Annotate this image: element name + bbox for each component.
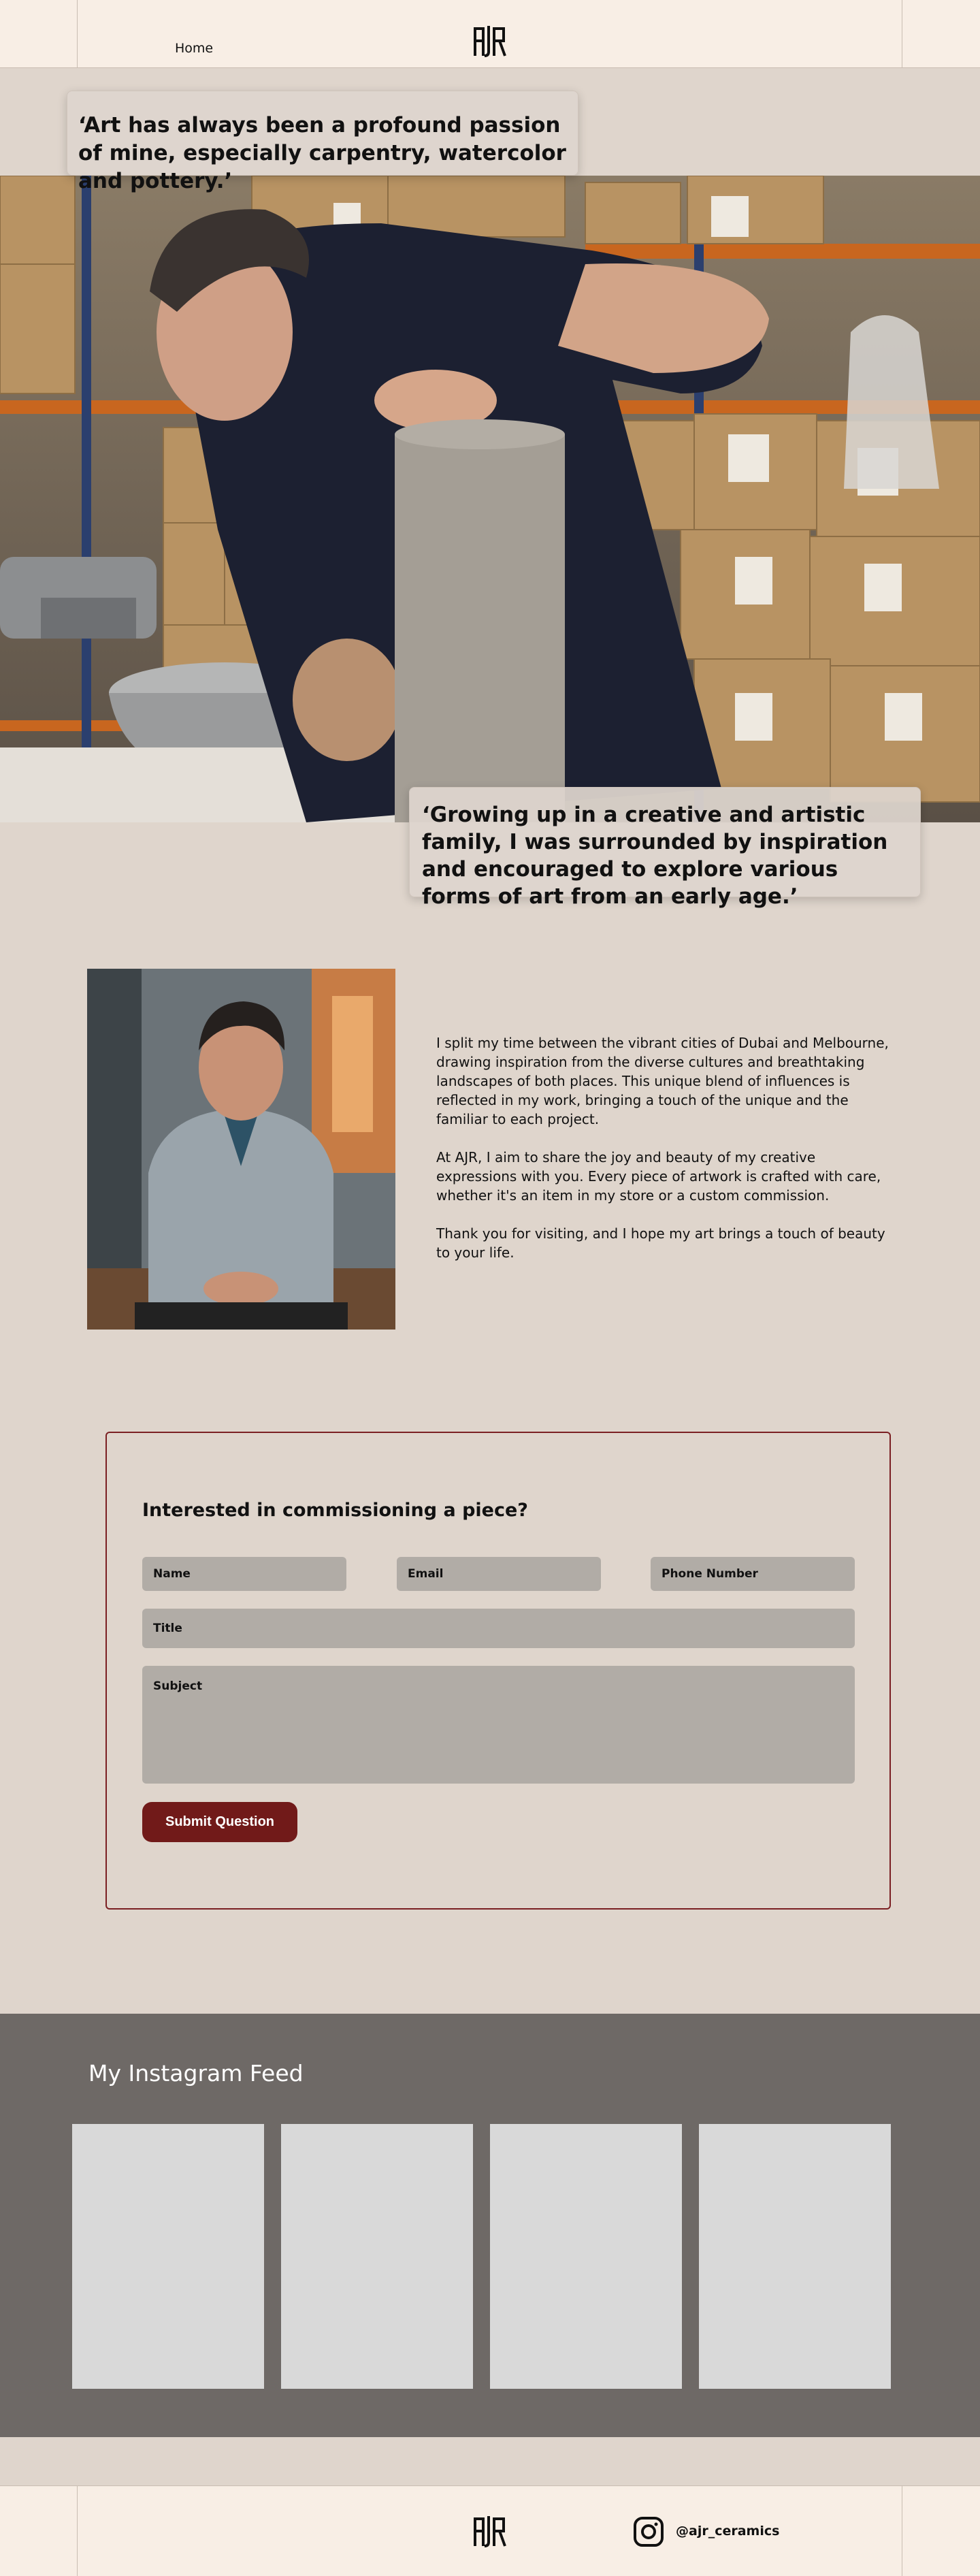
instagram-tile[interactable]: [699, 2124, 891, 2389]
about-paragraph-3: Thank you for visiting, and I hope my art brings a touch of beauty to your life.: [436, 1225, 885, 1261]
ajr-logo[interactable]: [472, 25, 508, 57]
instagram-tile[interactable]: [72, 2124, 264, 2389]
commission-form: [105, 1432, 891, 1910]
form-title: Interested in commissioning a piece?: [142, 1500, 528, 1521]
instagram-tile[interactable]: [490, 2124, 682, 2389]
instagram-icon[interactable]: [633, 2516, 664, 2547]
nav-home-link[interactable]: Home: [175, 41, 214, 56]
name-input[interactable]: [142, 1557, 346, 1591]
about-paragraph-1: I split my time between the vibrant cities of Dubai and Melbourne, drawing inspiration from the diverse cultures and breathtaking landscapes of both places. This unique blend of influences is reflected in my work, bringing a touch of the unique and the familiar to each project.: [436, 1035, 889, 1127]
instagram-feed-section: [0, 2014, 980, 2437]
footer-ajr-logo[interactable]: [472, 2515, 508, 2547]
subject-input[interactable]: [142, 1666, 855, 1784]
email-input[interactable]: [397, 1557, 601, 1591]
about-paragraph-2: At AJR, I aim to share the joy and beauty of my creative expressions with you. Every piece of artwork is crafted with care, whether it's an item in my store or a custom commission.: [436, 1149, 881, 1204]
footer-divider-left: [77, 2486, 78, 2576]
hero-image: [0, 176, 980, 822]
potter-at-wheel-photo: [0, 176, 980, 822]
instagram-tile[interactable]: [281, 2124, 473, 2389]
submit-question-button[interactable]: Submit Question: [142, 1802, 297, 1842]
title-input[interactable]: [142, 1609, 855, 1648]
instagram-handle-link[interactable]: @ajr_ceramics: [676, 2524, 780, 2539]
artist-portrait-photo: [87, 969, 395, 1330]
artist-portrait: [87, 969, 395, 1330]
instagram-feed-title: My Instagram Feed: [88, 2060, 304, 2087]
site-header: [0, 0, 980, 68]
about-text: [436, 1033, 899, 1281]
phone-input[interactable]: [651, 1557, 855, 1591]
hero-quote-bottom: ‘Growing up in a creative and artistic family, I was surrounded by inspiration and encouraged to explore various forms of art from an early age.’: [409, 787, 921, 897]
site-footer: [0, 2485, 980, 2576]
header-divider-left: [77, 0, 78, 67]
hero-quote-top: ‘Art has always been a profound passion of mine, especially carpentry, watercolor and pottery.’: [67, 91, 578, 176]
